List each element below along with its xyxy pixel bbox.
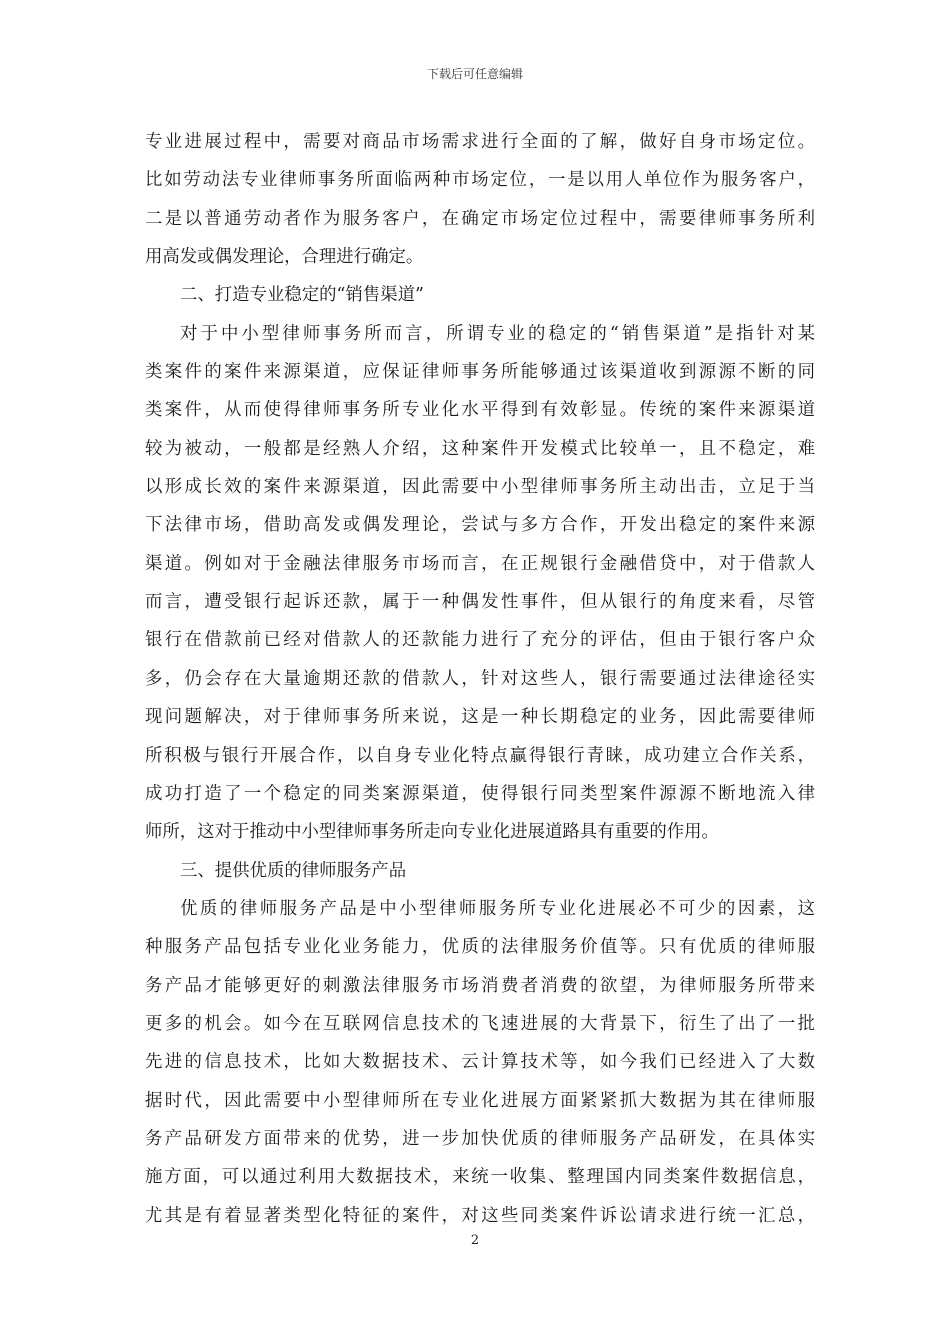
text-line: 施方面，可以通过利用大数据技术，来统一收集、整理国内同类案件数据信息， bbox=[145, 1167, 815, 1188]
text-line: 优质的律师服务产品是中小型律师服务所专业化进展必不可少的因素，这 bbox=[180, 898, 815, 919]
text-line: 专业进展过程中，需要对商品市场需求进行全面的了解，做好自身市场定位。 bbox=[145, 132, 815, 152]
section-heading-3: 三、提供优质的律师服务产品 bbox=[180, 860, 407, 881]
text-line: 下法律市场，借助高发或偶发理论，尝试与多方合作，开发出稳定的案件来源 bbox=[145, 515, 815, 536]
text-line: 务产品研发方面带来的优势，进一步加快优质的律师服务产品研发，在具体实 bbox=[145, 1128, 815, 1149]
document-body bbox=[145, 123, 815, 1235]
text-line: 用高发或偶发理论，合理进行确定。 bbox=[145, 247, 424, 268]
text-line: 多，仍会存在大量逾期还款的借款人，针对这些人，银行需要通过法律途径实 bbox=[145, 668, 815, 689]
text-line: 而言，遭受银行起诉还款，属于一种偶发性事件，但从银行的角度来看，尽管 bbox=[145, 592, 815, 613]
text-line: 师所，这对于推动中小型律师事务所走向专业化进展道路具有重要的作用。 bbox=[145, 822, 719, 843]
text-line: 种服务产品包括专业化业务能力，优质的法律服务价值等。只有优质的律师服 bbox=[145, 937, 815, 958]
text-line: 类案件的案件来源渠道，应保证律师事务所能够通过该渠道收到源源不断的同 bbox=[145, 362, 815, 383]
text-line: 比如劳动法专业律师事务所面临两种市场定位，一是以用人单位作为服务客户， bbox=[145, 170, 815, 191]
text-line: 银行在借款前已经对借款人的还款能力进行了充分的评估，但由于银行客户众 bbox=[145, 630, 815, 651]
text-line: 先进的信息技术，比如大数据技术、云计算技术等，如今我们已经进入了大数 bbox=[145, 1052, 815, 1073]
text-line: 类案件，从而使得律师事务所专业化水平得到有效彰显。传统的案件来源渠道 bbox=[145, 400, 815, 421]
text-line: 据时代，因此需要中小型律师所在专业化进展方面紧紧抓大数据为其在律师服 bbox=[145, 1090, 815, 1111]
text-line: 现问题解决，对于律师事务所来说，这是一种长期稳定的业务，因此需要律师 bbox=[145, 707, 815, 728]
text-line: 成功打造了一个稳定的同类案源渠道，使得银行同类型案件源源不断地流入律 bbox=[145, 783, 815, 804]
text-line: 较为被动，一般都是经熟人介绍，这种案件开发模式比较单一，且不稳定，难 bbox=[145, 438, 815, 459]
text-line: 尤其是有着显著类型化特征的案件，对这些同类案件诉讼请求进行统一汇总， bbox=[145, 1205, 815, 1226]
page-header: 下载后可任意编辑 bbox=[426, 67, 523, 81]
text-line: 更多的机会。如今在互联网信息技术的飞速进展的大背景下，衍生了出了一批 bbox=[145, 1013, 815, 1034]
text-line: 对于中小型律师事务所而言，所谓专业的稳定的“销售渠道”是指针对某 bbox=[180, 323, 815, 344]
text-line: 务产品才能够更好的刺激法律服务市场消费者消费的欲望，为律师服务所带来 bbox=[145, 975, 815, 996]
text-line: 以形成长效的案件来源渠道，因此需要中小型律师事务所主动出击，立足于当 bbox=[145, 477, 815, 498]
text-line: 所积极与银行开展合作，以自身专业化特点赢得银行青睐，成功建立合作关系， bbox=[145, 745, 815, 766]
section-heading-2: 二、打造专业稳定的“销售渠道” bbox=[180, 285, 424, 306]
text-line: 二是以普通劳动者作为服务客户，在确定市场定位过程中，需要律师事务所利 bbox=[145, 208, 815, 229]
page-number: 2 bbox=[470, 1233, 480, 1248]
text-line: 渠道。例如对于金融法律服务市场而言，在正规银行金融借贷中，对于借款人 bbox=[145, 553, 815, 574]
